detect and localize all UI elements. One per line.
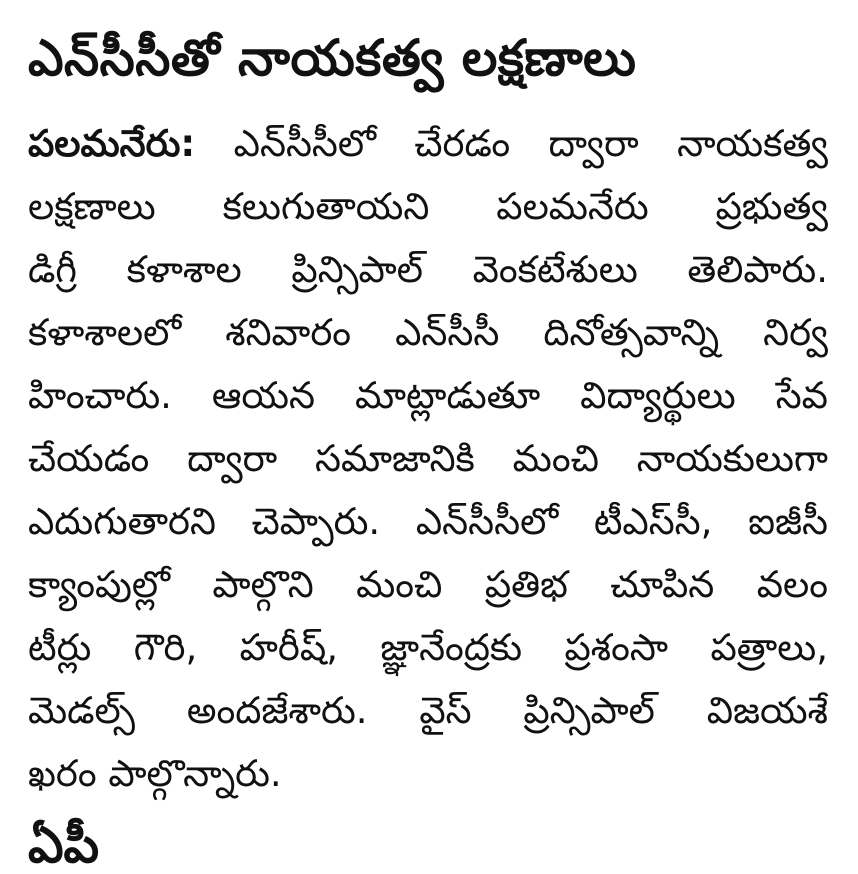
- article-headline: ఎన్‌సీసీతో నాయకత్వ లక్షణాలు: [28, 29, 637, 87]
- article-line-1: [28, 112, 828, 175]
- article-line-2: లక్షణాలు కలుగుతాయని పలమనేరు ప్రభుత్వ: [28, 185, 828, 228]
- article-line-5: హించారు. ఆయన మాట్లాడుతూ విద్యార్థులు సేవ: [28, 374, 828, 417]
- article-line-6: చేయడం ద్వారా సమాజానికి మంచి నాయకులుగా: [28, 437, 828, 480]
- article-line-11: ఖరం పాల్గొన్నారు.: [28, 752, 282, 795]
- next-article-headline-cut: [28, 816, 808, 874]
- article-line-7: ఎదుగుతారని చెప్పారు. ఎన్‌సీసీలో టీఎస్‌సీ, ఐజీసీ: [28, 500, 828, 543]
- article-line-1-text: ఎన్‌సీసీలో చేరడం ద్వారా నాయకత్వ: [195, 122, 828, 165]
- article-line-3: డిగ్రీ కళాశాల ప్రిన్సిపాల్ వెంకటేశులు తెలిపారు.: [28, 248, 828, 291]
- article-dateline: పలమనేరు:: [28, 122, 196, 165]
- next-article-headline: ఏపీ: [28, 816, 100, 874]
- news-article: [28, 18, 828, 805]
- article-line-4: కళాశాలలో శనివారం ఎన్‌సీసీ దినోత్సవాన్ని నిర్వ: [28, 311, 828, 354]
- article-line-10: మెడల్స్ అందజేశారు. వైస్ ప్రిన్సిపాల్ విజయశే: [28, 689, 828, 732]
- article-body: [28, 112, 828, 805]
- article-line-9: టీర్లు గౌరి, హరీష్, జ్ఞానేంద్రకు ప్రశంసా పత్రాలు,: [28, 626, 828, 669]
- article-line-8: క్యాంపుల్లో పాల్గొని మంచి ప్రతిభ చూపిన వలం: [28, 563, 828, 606]
